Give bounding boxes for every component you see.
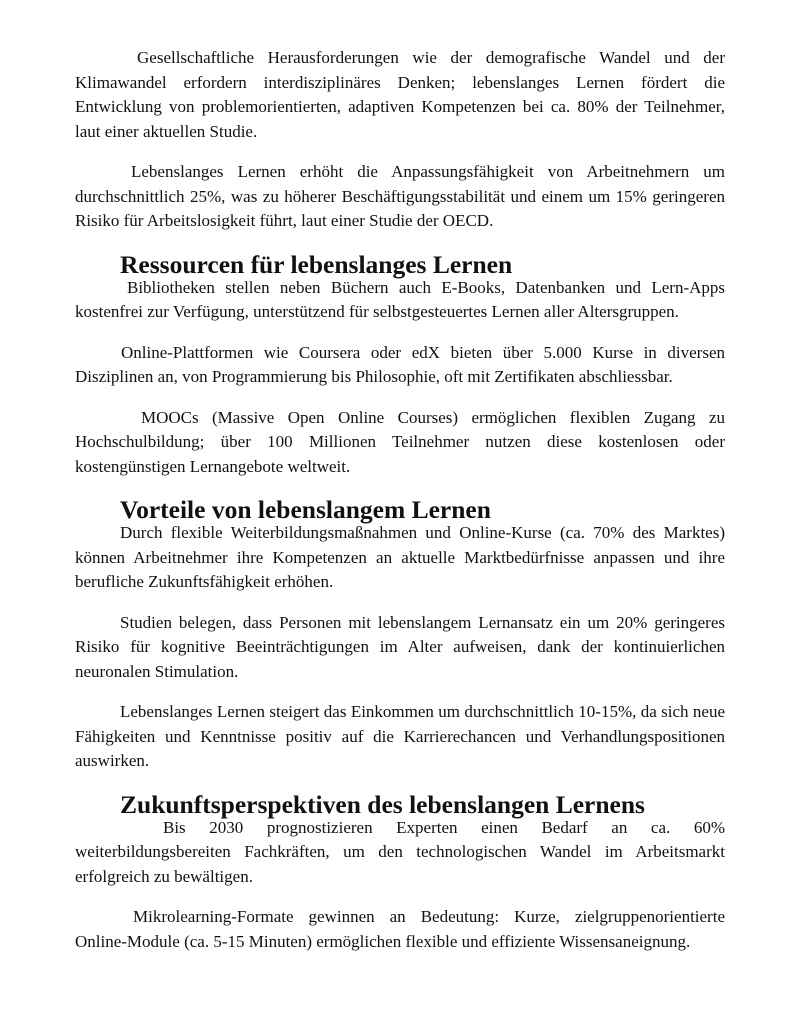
paragraph-income: Lebenslanges Lernen steigert das Einkommen um durchschnittlich 10-15%, da sich neue Fähigkeiten und Kenntnisse positiv auf die Karrierechancen und Verhandlungspositionen auswirken. xyxy=(75,702,725,770)
paragraph-forecast-2030: Bis 2030 prognostizieren Experten einen Bedarf an ca. 60% weiterbildungsbereiten Fachkräften, um den technologischen Wandel im Arbeitsmarkt erfolgreich zu bewältigen. xyxy=(75,817,725,886)
paragraph-societal-challenges: Gesellschaftliche Herausforderungen wie der demografische Wandel und der Klimawandel erfordern interdisziplinäres Denken; lebenslanges Lernen fördert die Entwicklung von problemorientierten, adaptiven Kompetenzen bei ca. 80% der Teilnehmer, laut einer aktuellen Studie. xyxy=(75,48,725,141)
spacer xyxy=(75,595,725,611)
spacer xyxy=(75,684,725,700)
heading-advantages: Vorteile von lebenslangem Lernen xyxy=(120,495,491,524)
paragraph-flexible-training: Durch flexible Weiterbildungsmaßnahmen und Online-Kurse (ca. 70% des Marktes) können Arbeitnehmer ihre Kompetenzen an aktuelle Marktbedürfnisse anpassen und ihre berufliche Zukunftsfähigkeit erhöhen. xyxy=(75,523,725,591)
heading-resources: Ressourcen für lebenslanges Lernen xyxy=(120,249,513,279)
heading-future: Zukunftsperspektiven des lebenslangen Lernens xyxy=(120,789,645,819)
spacer xyxy=(75,390,725,406)
paragraph-moocs: MOOCs (Massive Open Online Courses) ermöglichen flexiblen Zugang zu Hochschulbildung; über 100 Millionen Teilnehmer nutzen diese kostenlosen oder kostengünstigen Lernangebote weltweit. xyxy=(75,407,725,476)
spacer xyxy=(75,889,725,905)
document-page xyxy=(75,46,725,954)
paragraph-adaptability: Lebenslanges Lernen erhöht die Anpassungsfähigkeit von Arbeitnehmern um durchschnittlich 25%, was zu höherer Beschäftigungsstabilität und einem um 15% geringeren Risiko für Arbeitslosigkeit führt, laut einer Studie der OECD. xyxy=(75,162,725,230)
spacer xyxy=(75,325,725,341)
paragraph-microlearning: Mikrolearning-Formate gewinnen an Bedeutung: Kurze, zielgruppenorientierte Online-Module (ca. 5-15 Minuten) ermöglichen flexible und effiziente Wissensaneignung. xyxy=(75,907,725,951)
paragraph-online-platforms: Online-Plattformen wie Coursera oder edX bieten über 5.000 Kurse in diversen Disziplinen an, von Programmierung bis Philosophie, oft mit Zertifikaten abschliessbar. xyxy=(75,342,725,386)
paragraph-libraries: Bibliotheken stellen neben Büchern auch E-Books, Datenbanken und Lern-Apps kostenfrei zur Verfügung, unterstützend für selbstgesteuertes Lernen aller Altersgruppen. xyxy=(75,277,725,321)
spacer xyxy=(75,144,725,160)
paragraph-cognitive-risk: Studien belegen, dass Personen mit lebenslangem Lernansatz ein um 20% geringeres Risiko für kognitive Beeinträchtigungen im Alter aufweisen, dank der kontinuierlichen neuronalen Stimulation. xyxy=(75,612,725,681)
